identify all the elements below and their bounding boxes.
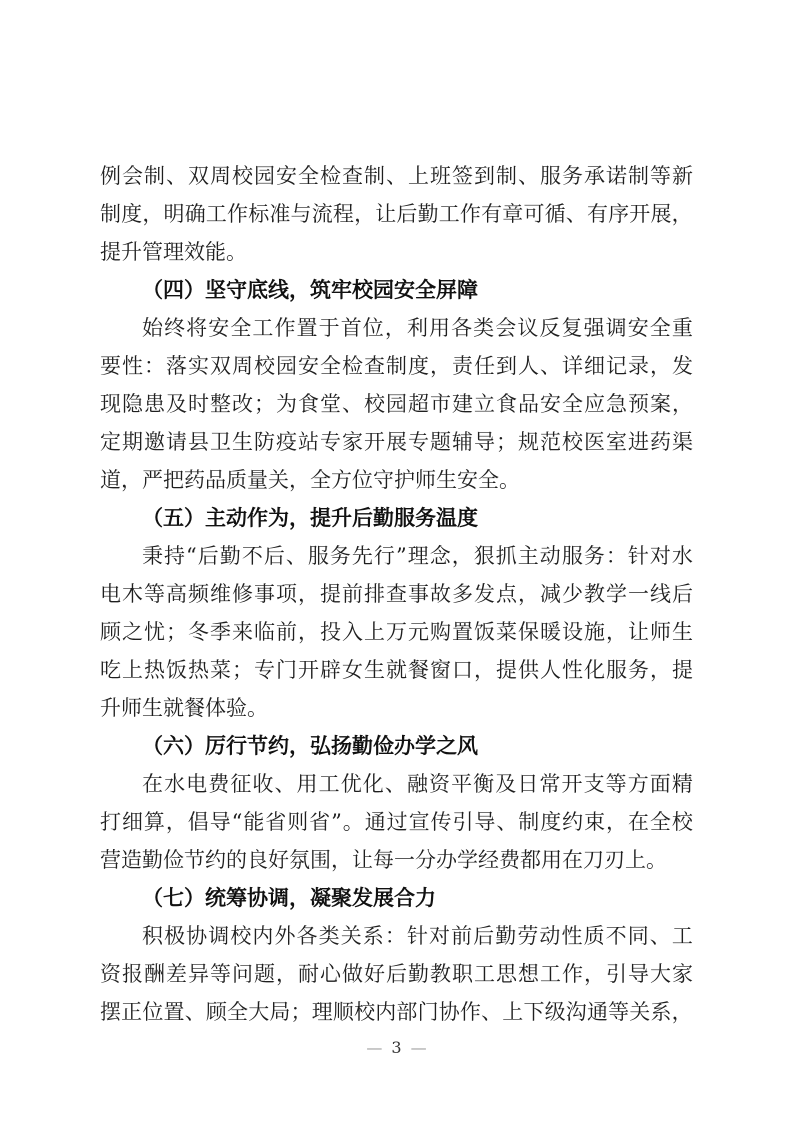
- text-line: 秉 持 “ 后 勤 不 后 、 服 务 先 行 ” 理 念 ， 狠 抓 主 动 服 务 ： 针 对 水: [142, 544, 693, 568]
- text-line: 营造勤俭节约的良好氛围，让每一分办学经费都用在刀刃上。: [100, 848, 667, 872]
- page-number: 3: [391, 1038, 402, 1057]
- text-line: 顾 之 忧 ； 冬 季 来 临 前 ， 投 入 上 万 元 购 置 饭 菜 保 暖 设 施 ， 让 师 生: [100, 620, 693, 644]
- text-line: 摆 正 位 置 、 顾 全 大 局 ； 理 顺 校 内 部 门 协 作 、 上 下 级 沟 通 等 关 系 ，: [100, 1000, 693, 1024]
- text-line: 资 报 酬 差 异 等 问 题 ， 耐 心 做 好 后 勤 教 职 工 思 想 工 作 ， 引 导 大 家: [100, 962, 693, 986]
- text-line: 吃 上 热 饭 热 菜 ； 专 门 开 辟 女 生 就 餐 窗 口 ， 提 供 人 性 化 服 务 ， 提: [100, 658, 693, 682]
- text-line: 电 木 等 高 频 维 修 事 项 ， 提 前 排 查 事 故 多 发 点 ， 减 少 教 学 一 线 后: [100, 582, 693, 606]
- text-line: 制 度 ， 明 确 工 作 标 准 与 流 程 ， 让 后 勤 工 作 有 章 可 循 、 有 序 开 展 ，: [100, 202, 693, 226]
- section-heading: （七）统筹协调，凝聚发展合力: [142, 885, 436, 910]
- text-line: 提升管理效能。: [100, 240, 247, 264]
- text-line: 例 会 制 、 双 周 校 园 安 全 检 查 制 、 上 班 签 到 制 、 服 务 承 诺 制 等 新: [100, 164, 693, 188]
- section-heading: （四）坚守底线，筑牢校园安全屏障: [142, 277, 478, 302]
- section-heading: （五）主动作为，提升后勤服务温度: [142, 505, 478, 530]
- section-heading: （六）厉行节约，弘扬勤俭办学之风: [142, 733, 478, 758]
- text-line: 升师生就餐体验。: [100, 696, 268, 720]
- text-line: 在 水 电 费 征 收 、 用 工 优 化 、 融 资 平 衡 及 日 常 开 支 等 方 面 精: [142, 772, 693, 796]
- footer-dash-left: —: [366, 1038, 383, 1057]
- text-line: 道，严把药品质量关，全方位守护师生安全。: [100, 468, 520, 492]
- text-line: 打 细 算 ， 倡 导 “ 能 省 则 省 ” 。 通 过 宣 传 引 导 、 制 度 约 束 ， 在 全 校: [100, 810, 693, 834]
- footer-dash-right: —: [410, 1038, 427, 1057]
- document-body: [100, 157, 693, 1031]
- text-line: 始 终 将 安 全 工 作 置 于 首 位 ， 利 用 各 类 会 议 反 复 强 调 安 全 重: [142, 316, 693, 340]
- text-line: 积 极 协 调 校 内 外 各 类 关 系 ： 针 对 前 后 勤 劳 动 性 质 不 同 、 工: [142, 924, 693, 948]
- text-line: 定 期 邀 请 县 卫 生 防 疫 站 专 家 开 展 专 题 辅 导 ； 规 范 校 医 室 进 药 渠: [100, 430, 693, 454]
- page-footer: [0, 1036, 793, 1060]
- text-line: 要 性 ： 落 实 双 周 校 园 安 全 检 查 制 度 ， 责 任 到 人 、 详 细 记 录 ， 发: [100, 354, 693, 378]
- text-line: 现 隐 患 及 时 整 改 ； 为 食 堂 、 校 园 超 市 建 立 食 品 安 全 应 急 预 案 ，: [100, 392, 693, 416]
